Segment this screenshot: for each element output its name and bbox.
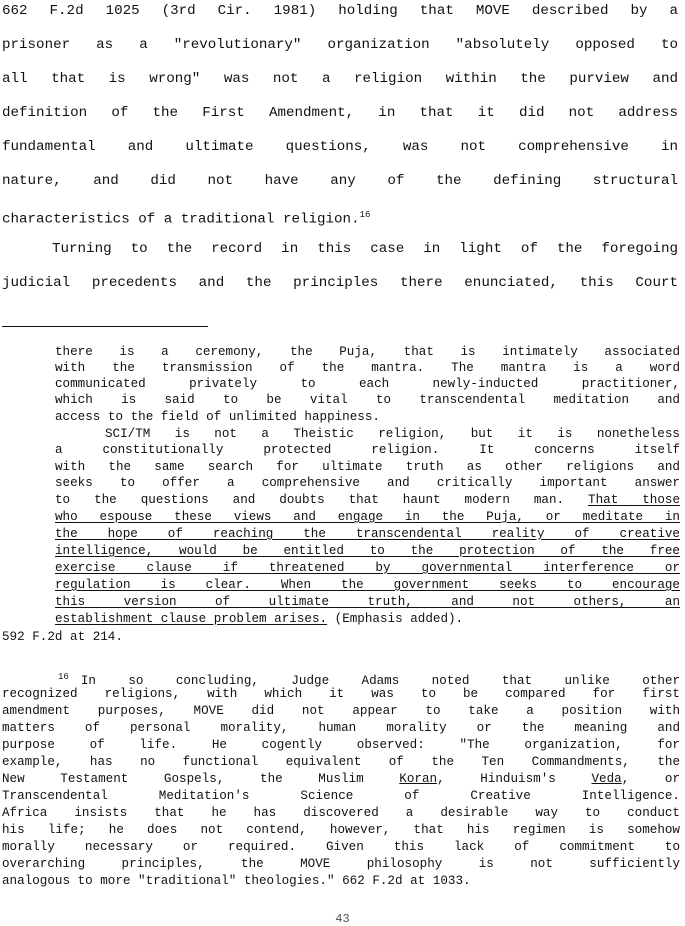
body-line-7-text: characteristics of a traditional religion. <box>2 211 360 228</box>
quote-line-1: there is a ceremony, the Puja, that is intimately associated <box>55 345 680 359</box>
body-line-5: fundamental and ultimate questions, was not comprehensive in <box>2 139 678 155</box>
body-line-1: 662 F.2d 1025 (3rd Cir. 1981) holding that MOVE described by a <box>2 3 678 19</box>
quote-citation: 592 F.2d at 214. <box>2 630 123 644</box>
footnote-16-line-7-c: , or <box>621 772 680 786</box>
footnote-16-line-13: analogous to more "traditional" theologies." 662 F.2d at 1033. <box>2 874 471 888</box>
footnote-reference: 16 <box>359 210 371 220</box>
koran-title: Koran <box>399 772 438 786</box>
footnote-16-line-10: his life; he does not contend, however, that his regimen is somehow <box>2 823 680 837</box>
quote-p2-line-5-emphasis: That those <box>588 493 681 507</box>
quote-p2-line-1: SCI/TM is not a Theistic religion, but it is nonetheless <box>105 427 680 441</box>
quote-emphasis-line-5: regulation is clear. When the government seeks to encourage <box>55 578 680 592</box>
veda-title: Veda <box>591 772 622 786</box>
footnote-16-marker: 16 <box>58 672 69 682</box>
quote-p2-line-2: a constitutionally protected religion. It concerns itself <box>55 443 680 457</box>
footnote-16-line-4: matters of personal morality, human morality or the meaning and <box>2 721 680 735</box>
footnote-16-line-3: amendment purposes, MOVE did not appear to take a position with <box>2 704 680 718</box>
quote-emphasis-line-3: intelligence, would be entitled to the protection of the free <box>55 544 680 558</box>
footnote-16-line-7 <box>2 772 680 787</box>
quote-emphasis-line-1: who espouse these views and engage in the Puja, or meditate in <box>55 510 680 524</box>
quote-p2-line-4: seeks to offer a comprehensive and critically important answer <box>55 476 680 490</box>
quote-p2-line-5 <box>55 493 680 508</box>
quote-line-2: with the transmission of the mantra. The mantra is a word <box>55 361 680 375</box>
footnote-16-line-5: purpose of life. He cogently observed: "The organization, for <box>2 738 680 752</box>
quote-line-5: access to the field of unlimited happiness. <box>55 410 380 424</box>
body-line-9: judicial precedents and the principles there enunciated, this Court <box>2 275 678 291</box>
quote-emphasis-line-6: this version of ultimate truth, and not others, an <box>55 595 680 609</box>
body-line-2: prisoner as a "revolutionary" organization "absolutely opposed to <box>2 37 678 53</box>
footnote-16-line-9: Africa insists that he has discovered a desirable way to conduct <box>2 806 680 820</box>
body-line-7 <box>2 206 678 229</box>
page-number: 43 <box>335 912 350 926</box>
emphasis-added-note: (Emphasis added). <box>327 612 464 626</box>
quote-emphasis-line-7 <box>55 612 680 627</box>
footnote-16-line-7-a: New Testament Gospels, the Muslim <box>2 772 400 786</box>
footnote-16-line-1-text: In so concluding, Judge Adams noted that unlike other <box>80 674 680 689</box>
quote-p2-line-3: with the same search for ultimate truth as other religions and <box>55 460 680 474</box>
quote-emphasis-line-4: exercise clause if threatened by governmental interference or <box>55 561 680 575</box>
body-line-6: nature, and did not have any of the defining structural <box>2 173 678 189</box>
footnote-16-line-11: morally necessary or required. Given this lack of commitment to <box>2 840 680 854</box>
body-line-4: definition of the First Amendment, in that it did not address <box>2 105 678 121</box>
body-line-3: all that is wrong" was not a religion within the purview and <box>2 71 678 87</box>
footnote-16-line-6: example, has no functional equivalent of the Ten Commandments, the <box>2 755 680 769</box>
quote-emphasis-end: establishment clause problem arises. <box>55 612 328 626</box>
footnote-16-line-8: Transcendental Meditation's Science of Creative Intelligence. <box>2 789 680 803</box>
footnote-16-line-2: recognized religions, with which it was to be compared for first <box>2 687 680 701</box>
footnote-separator <box>2 326 208 327</box>
footnote-16-line-12: overarching principles, the MOVE philosophy is not sufficiently <box>2 857 680 871</box>
footnote-16-line-7-b: , Hinduism's <box>437 772 592 786</box>
quote-line-4: which is said to be vital to transcendental meditation and <box>55 393 680 407</box>
quote-emphasis-line-2: the hope of reaching the transcendental reality of creative <box>55 527 680 541</box>
quote-line-3: communicated privately to each newly-inducted practitioner, <box>55 377 680 391</box>
quote-p2-line-5-plain: to the questions and doubts that haunt modern man. <box>55 493 589 507</box>
body-line-8: Turning to the record in this case in light of the foregoing <box>52 241 678 257</box>
